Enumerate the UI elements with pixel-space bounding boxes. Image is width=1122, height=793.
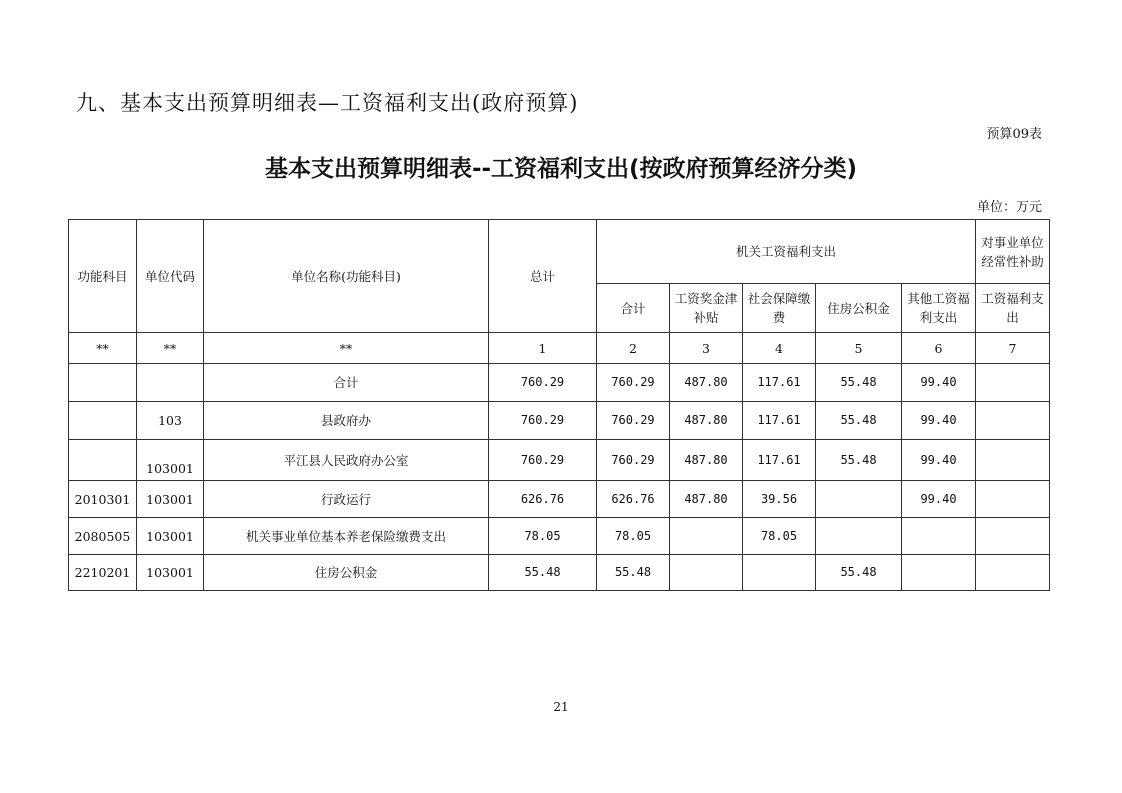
agency-sum-cell: 760.29	[597, 402, 670, 440]
housing-fund-cell	[816, 481, 902, 518]
page-title: 基本支出预算明细表--工资福利支出(按政府预算经济分类)	[264, 156, 858, 182]
table-row	[69, 440, 1050, 481]
index-cell: 2	[597, 333, 670, 364]
page-number: 21	[553, 700, 569, 714]
agency-sum-cell: 78.05	[597, 518, 670, 555]
housing-fund-cell	[816, 518, 902, 555]
subsidy-cell	[976, 440, 1050, 481]
salary-bonus-cell	[670, 518, 743, 555]
agency-sum-cell: 55.48	[597, 555, 670, 591]
total-cell: 78.05	[489, 518, 597, 555]
table-row	[69, 518, 1050, 555]
budget-table	[68, 219, 1050, 591]
subsidy-cell	[976, 481, 1050, 518]
social-security-cell	[743, 555, 816, 591]
social-security-cell: 78.05	[743, 518, 816, 555]
table-row	[69, 402, 1050, 440]
func-subject-cell	[69, 440, 137, 481]
index-cell: 7	[976, 333, 1050, 364]
header-subsidy-group: 对事业单位经常性补助	[976, 220, 1050, 284]
header-social-security: 社会保障缴费	[743, 284, 816, 333]
unit-code-cell: 103001	[137, 518, 204, 555]
social-security-cell: 117.61	[743, 402, 816, 440]
total-cell: 760.29	[489, 364, 597, 402]
housing-fund-cell: 55.48	[816, 402, 902, 440]
other-welfare-cell: 99.40	[902, 440, 976, 481]
salary-bonus-cell	[670, 555, 743, 591]
total-cell: 626.76	[489, 481, 597, 518]
table-row	[69, 481, 1050, 518]
agency-sum-cell: 760.29	[597, 440, 670, 481]
index-cell: 5	[816, 333, 902, 364]
housing-fund-cell: 55.48	[816, 555, 902, 591]
housing-fund-cell: 55.48	[816, 440, 902, 481]
index-cell: 1	[489, 333, 597, 364]
salary-bonus-cell: 487.80	[670, 440, 743, 481]
index-cell: 6	[902, 333, 976, 364]
header-unit-code: 单位代码	[137, 220, 204, 333]
header-housing-fund: 住房公积金	[816, 284, 902, 333]
func-subject-cell: 2210201	[69, 555, 137, 591]
unit-name-cell: 平江县人民政府办公室	[204, 440, 489, 481]
table-row	[69, 555, 1050, 591]
subsidy-cell	[976, 518, 1050, 555]
salary-bonus-cell: 487.80	[670, 402, 743, 440]
header-row-1	[69, 220, 1050, 284]
unit-name-cell: 住房公积金	[204, 555, 489, 591]
unit-name-cell: 县政府办	[204, 402, 489, 440]
index-cell: **	[204, 333, 489, 364]
index-cell: 3	[670, 333, 743, 364]
other-welfare-cell: 99.40	[902, 481, 976, 518]
social-security-cell: 39.56	[743, 481, 816, 518]
other-welfare-cell	[902, 555, 976, 591]
unit-name-cell: 机关事业单位基本养老保险缴费支出	[204, 518, 489, 555]
social-security-cell: 117.61	[743, 440, 816, 481]
subsidy-cell	[976, 402, 1050, 440]
header-func-subject: 功能科目	[69, 220, 137, 333]
section-heading: 九、基本支出预算明细表—工资福利支出(政府预算)	[76, 91, 579, 115]
housing-fund-cell: 55.48	[816, 364, 902, 402]
total-cell: 760.29	[489, 402, 597, 440]
unit-name-cell: 合计	[204, 364, 489, 402]
unit-code-cell: 103	[137, 402, 204, 440]
other-welfare-cell	[902, 518, 976, 555]
total-cell: 55.48	[489, 555, 597, 591]
header-total: 总计	[489, 220, 597, 333]
header-salary-bonus: 工资奖金津补贴	[670, 284, 743, 333]
func-subject-cell: 2010301	[69, 481, 137, 518]
social-security-cell: 117.61	[743, 364, 816, 402]
unit-code-cell	[137, 364, 204, 402]
other-welfare-cell: 99.40	[902, 402, 976, 440]
unit-name-cell: 行政运行	[204, 481, 489, 518]
agency-sum-cell: 626.76	[597, 481, 670, 518]
func-subject-cell: 2080505	[69, 518, 137, 555]
unit-code-cell: 103001	[137, 555, 204, 591]
salary-bonus-cell: 487.80	[670, 364, 743, 402]
index-row	[69, 333, 1050, 364]
func-subject-cell	[69, 364, 137, 402]
index-cell: **	[137, 333, 204, 364]
index-cell: **	[69, 333, 137, 364]
header-unit-name: 单位名称(功能科目)	[204, 220, 489, 333]
header-agency-sum: 合计	[597, 284, 670, 333]
subsidy-cell	[976, 555, 1050, 591]
agency-sum-cell: 760.29	[597, 364, 670, 402]
header-other-welfare: 其他工资福利支出	[902, 284, 976, 333]
table-row	[69, 364, 1050, 402]
unit-code-cell: 103001	[137, 440, 204, 481]
header-agency-group: 机关工资福利支出	[597, 220, 976, 284]
total-cell: 760.29	[489, 440, 597, 481]
subsidy-cell	[976, 364, 1050, 402]
form-code: 预算09表	[986, 127, 1042, 142]
index-cell: 4	[743, 333, 816, 364]
unit-code-cell: 103001	[137, 481, 204, 518]
salary-bonus-cell: 487.80	[670, 481, 743, 518]
unit-label: 单位：万元	[976, 200, 1042, 215]
header-subsidy-salary: 工资福利支出	[976, 284, 1050, 333]
other-welfare-cell: 99.40	[902, 364, 976, 402]
func-subject-cell	[69, 402, 137, 440]
